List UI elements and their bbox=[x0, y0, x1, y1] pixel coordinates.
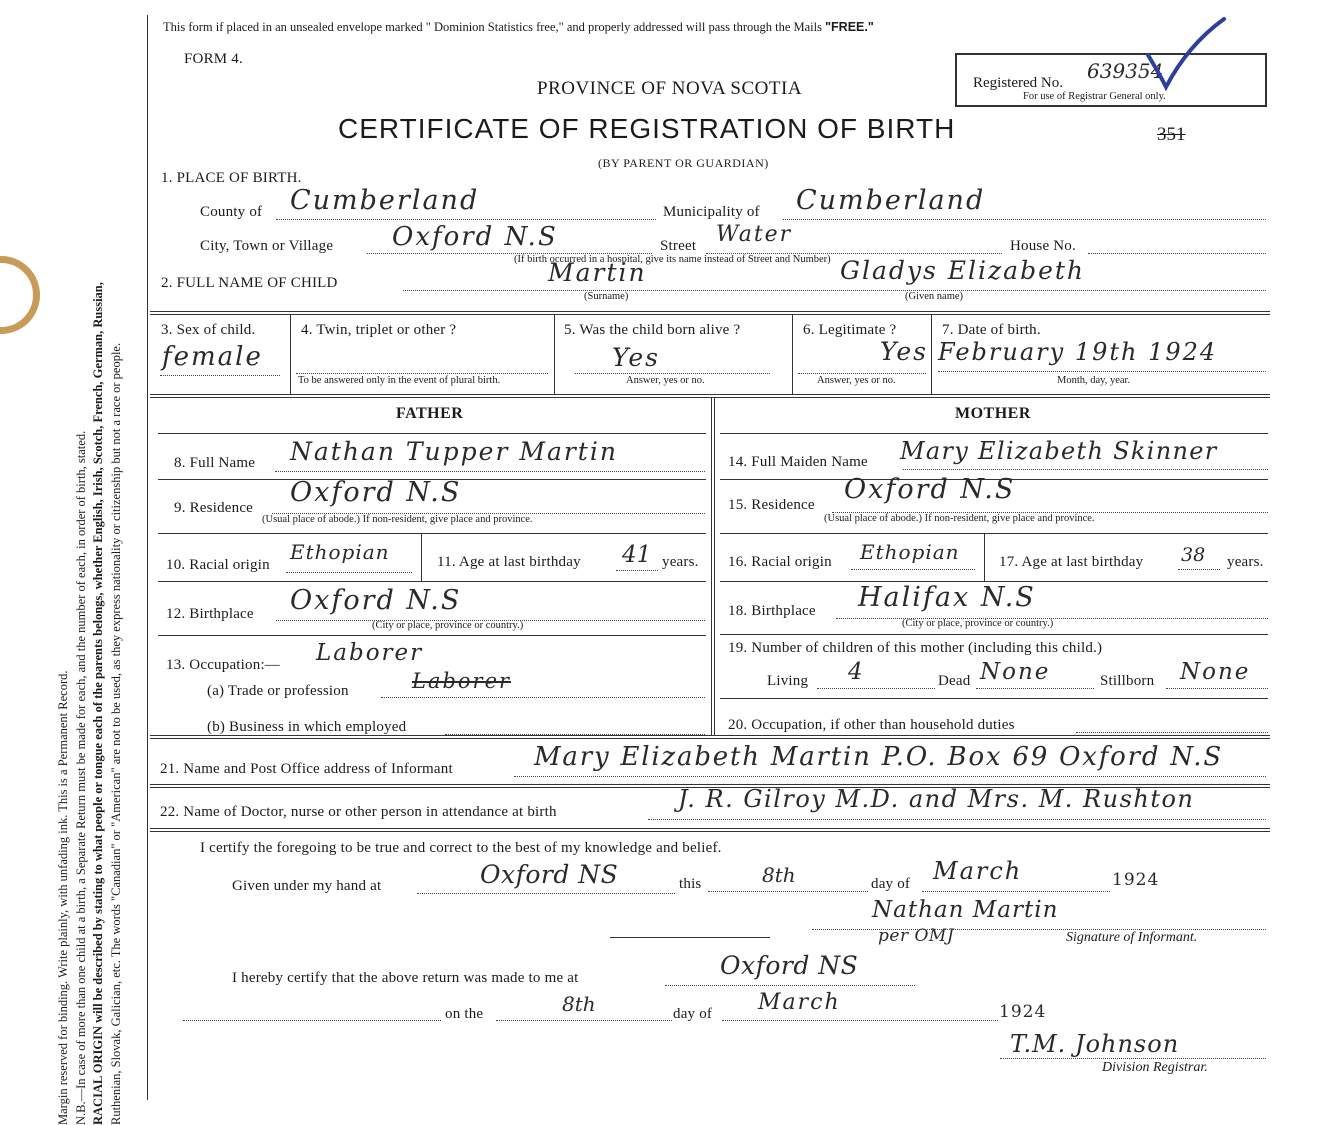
mother-birthplace-note: (City or place, province or country.) bbox=[902, 618, 1054, 629]
child-name-line bbox=[403, 290, 1266, 291]
sex-value: female bbox=[162, 342, 263, 372]
city-label: City, Town or Village bbox=[200, 238, 334, 254]
registered-value: 639354 bbox=[1087, 59, 1164, 83]
row-rule bbox=[158, 581, 706, 582]
mother-age-value: 38 bbox=[1181, 544, 1206, 566]
father-residence-note: (Usual place of abode.) If non-resident, give place and province. bbox=[262, 514, 533, 525]
mother-birthplace-label: 18. Birthplace bbox=[728, 603, 816, 619]
mail-notice bbox=[163, 20, 874, 35]
father-name-value: Nathan Tupper Martin bbox=[290, 437, 618, 466]
informant-signature: Nathan Martin bbox=[872, 897, 1059, 923]
trade-struck-value: Laborer bbox=[412, 669, 512, 693]
doctor-value: J. R. Gilroy M.D. and Mrs. M. Rushton bbox=[678, 785, 1195, 813]
day-of-label: day of bbox=[871, 876, 911, 892]
certify-statement: I certify the foregoing to be true and correct to the best of my knowledge and belief. bbox=[200, 840, 722, 856]
section-rule bbox=[150, 394, 1270, 395]
date-of-birth-note: Month, day, year. bbox=[1057, 375, 1131, 386]
row-rule bbox=[158, 433, 706, 434]
margin-instructions bbox=[55, 65, 165, 1125]
given-caption: (Given name) bbox=[905, 291, 964, 302]
father-age-line bbox=[616, 570, 658, 571]
father-heading: FATHER bbox=[396, 405, 464, 422]
registrar-statement: I hereby certify that the above return was made to me at bbox=[232, 970, 579, 986]
registrar-day-line bbox=[496, 1020, 672, 1021]
twin-note: To be answered only in the event of plural birth. bbox=[298, 375, 501, 386]
father-race-value: Ethopian bbox=[290, 540, 390, 564]
this-label: this bbox=[679, 876, 702, 892]
street-label: Street bbox=[660, 238, 697, 254]
father-race-line bbox=[286, 572, 412, 573]
form-number: FORM 4. bbox=[184, 51, 243, 67]
informant-label: 21. Name and Post Office address of Informant bbox=[160, 761, 453, 777]
parents-divider bbox=[711, 397, 712, 735]
mother-age-line bbox=[1178, 569, 1220, 570]
child-name-label: 2. FULL NAME OF CHILD bbox=[161, 275, 338, 291]
father-age-label: 11. Age at last birthday bbox=[437, 554, 581, 570]
row-rule bbox=[720, 533, 1268, 534]
mother-race-label: 16. Racial origin bbox=[728, 554, 832, 570]
month-line bbox=[922, 891, 1110, 892]
father-birthplace-note: (City or place, province or country.) bbox=[372, 620, 524, 631]
house-number-label: House No. bbox=[1010, 238, 1076, 254]
born-alive-note: Answer, yes or no. bbox=[626, 375, 705, 386]
mother-residence-label: 15. Residence bbox=[728, 497, 815, 513]
signature-caption: Signature of Informant. bbox=[1066, 930, 1198, 945]
given-place-value: Oxford NS bbox=[480, 860, 619, 889]
father-name-line bbox=[275, 471, 705, 472]
registrar-month-value: March bbox=[758, 990, 841, 1015]
street-value: Water bbox=[716, 222, 793, 247]
row3-divider bbox=[554, 314, 555, 394]
municipality-line bbox=[783, 219, 1266, 220]
stillborn-value: None bbox=[1180, 659, 1251, 685]
father-name-label: 8. Full Name bbox=[174, 455, 256, 471]
father-residence-value: Oxford N.S bbox=[290, 477, 462, 508]
row-rule bbox=[720, 433, 1268, 434]
mother-race-line bbox=[851, 569, 975, 570]
municipality-value: Cumberland bbox=[796, 185, 986, 216]
trade-label: (a) Trade or profession bbox=[207, 683, 349, 699]
mother-name-label: 14. Full Maiden Name bbox=[728, 454, 868, 470]
living-value: 4 bbox=[848, 659, 865, 685]
mother-race-value: Ethopian bbox=[860, 540, 960, 564]
doctor-label: 22. Name of Doctor, nurse or other person in attendance at birth bbox=[160, 804, 557, 820]
registrar-place-line bbox=[665, 985, 915, 986]
hospital-note: (If birth occurred in a hospital, give its name instead of Street and Number) bbox=[514, 254, 831, 265]
registrar-signature: T.M. Johnson bbox=[1010, 1030, 1180, 1058]
date-of-birth-line bbox=[938, 371, 1266, 372]
informant-signature-per: per OMJ bbox=[878, 926, 955, 946]
row-rule bbox=[720, 698, 1268, 699]
mother-occupation-label: 20. Occupation, if other than household duties bbox=[728, 717, 1015, 733]
county-value: Cumberland bbox=[290, 185, 480, 216]
registrar-blank-line bbox=[183, 1020, 441, 1021]
surname-caption: (Surname) bbox=[584, 291, 629, 302]
punch-hole bbox=[0, 256, 40, 334]
mother-residence-note: (Usual place of abode.) If non-resident, give place and province. bbox=[824, 513, 1095, 524]
registrar-place-value: Oxford NS bbox=[720, 951, 859, 980]
born-alive-value: Yes bbox=[612, 343, 660, 372]
mother-residence-value: Oxford N.S bbox=[844, 474, 1016, 505]
registrar-day-value: 8th bbox=[562, 992, 596, 1016]
children-count-label: 19. Number of children of this mother (including this child.) bbox=[728, 640, 1103, 656]
stillborn-line bbox=[1166, 688, 1268, 689]
row3-divider bbox=[290, 314, 291, 394]
trade-line bbox=[381, 697, 705, 698]
mother-name-line bbox=[903, 469, 1268, 470]
row3-divider bbox=[792, 314, 793, 394]
section-rule bbox=[150, 831, 1270, 832]
dead-line bbox=[976, 688, 1094, 689]
living-label: Living bbox=[767, 673, 809, 689]
registrar-day-of-label: day of bbox=[673, 1006, 713, 1022]
margin-line-1: Margin reserved for binding. Write plainly, with unfading ink. This is a Permanent Record. bbox=[56, 670, 70, 1125]
dead-value: None bbox=[980, 659, 1051, 685]
section-rule bbox=[150, 828, 1270, 829]
checkmark-icon bbox=[1140, 15, 1230, 95]
parents-divider bbox=[714, 397, 715, 735]
sex-line bbox=[160, 375, 280, 376]
row-rule bbox=[158, 635, 706, 636]
twin-label: 4. Twin, triplet or other ? bbox=[301, 322, 457, 338]
sex-label: 3. Sex of child. bbox=[161, 322, 256, 338]
row3-divider bbox=[931, 314, 932, 394]
legitimate-note: Answer, yes or no. bbox=[817, 375, 896, 386]
section-rule bbox=[150, 397, 1270, 398]
mother-occupation-line bbox=[1076, 732, 1268, 733]
registered-label: Registered No. bbox=[973, 75, 1063, 91]
margin-line-4: Ruthenian, Slovak, Galician, etc. The words "Canadian" or "American" are not to be used, as they express nationality or citizenship but not a race or people. bbox=[108, 342, 123, 1125]
mother-birthplace-value: Halifax N.S bbox=[858, 582, 1036, 613]
registrar-signature-line bbox=[1000, 1058, 1266, 1059]
date-of-birth-label: 7. Date of birth. bbox=[942, 322, 1041, 338]
age-divider bbox=[421, 533, 422, 581]
mother-name-value: Mary Elizabeth Skinner bbox=[900, 437, 1218, 465]
mail-free: "FREE." bbox=[825, 20, 874, 34]
this-day-value: 8th bbox=[762, 863, 796, 887]
this-day-line bbox=[708, 891, 868, 892]
separator-rule bbox=[610, 937, 770, 938]
twin-line bbox=[296, 373, 548, 374]
child-given-value: Gladys Elizabeth bbox=[840, 256, 1086, 285]
mother-heading: MOTHER bbox=[955, 405, 1031, 422]
father-age-unit: years. bbox=[662, 554, 699, 570]
given-place-line bbox=[417, 893, 675, 894]
age-divider bbox=[984, 533, 985, 581]
province-heading: PROVINCE OF NOVA SCOTIA bbox=[537, 78, 803, 99]
margin-line-2: N.B.—In case of more than one child at a birth, a Separate Return must be made for each, and the number of each, in order of birth, stated. bbox=[73, 430, 88, 1125]
legitimate-value: Yes bbox=[880, 337, 928, 366]
city-value: Oxford N.S bbox=[392, 222, 558, 252]
house-number-line bbox=[1088, 253, 1266, 254]
registrar-note: For use of Registrar General only. bbox=[1023, 91, 1166, 102]
mail-notice-text: This form if placed in an unsealed envelope marked " Dominion Statistics free," and properly addressed will pass through the Mails bbox=[163, 20, 822, 34]
father-birthplace-value: Oxford N.S bbox=[290, 585, 462, 616]
father-race-label: 10. Racial origin bbox=[166, 557, 270, 573]
doctor-line bbox=[648, 819, 1266, 820]
section-rule bbox=[150, 314, 1270, 315]
informant-line bbox=[514, 776, 1266, 777]
year-value: 1924 bbox=[1112, 870, 1160, 890]
registrar-year-value: 1924 bbox=[999, 1002, 1047, 1022]
given-under-label: Given under my hand at bbox=[232, 878, 382, 894]
county-line bbox=[276, 219, 656, 220]
stillborn-label: Stillborn bbox=[1100, 673, 1155, 689]
father-age-value: 41 bbox=[622, 542, 652, 568]
struck-stamp-number: 351 bbox=[1157, 124, 1186, 145]
legitimate-line bbox=[798, 373, 926, 374]
row-rule bbox=[720, 634, 1268, 635]
informant-value: Mary Elizabeth Martin P.O. Box 69 Oxford N.S bbox=[534, 742, 1223, 772]
father-occupation-label: 13. Occupation:— bbox=[166, 657, 281, 673]
dead-label: Dead bbox=[938, 673, 971, 689]
date-of-birth-value: February 19th 1924 bbox=[938, 338, 1218, 366]
business-label: (b) Business in which employed bbox=[207, 719, 407, 735]
father-occupation-value: Laborer bbox=[316, 640, 424, 666]
registrar-month-line bbox=[722, 1020, 998, 1021]
living-line bbox=[817, 688, 935, 689]
margin-line-3: RACIAL ORIGIN will be described by stating to what people or tongue each of the parents belongs, whether English, Irish, Scotch, French, German, Russian, bbox=[91, 282, 105, 1125]
father-birthplace-label: 12. Birthplace bbox=[166, 606, 254, 622]
row-rule bbox=[158, 533, 706, 534]
born-alive-line bbox=[575, 373, 770, 374]
mother-age-label: 17. Age at last birthday bbox=[999, 554, 1144, 570]
signature-line bbox=[812, 929, 1266, 930]
section-rule bbox=[150, 735, 1270, 736]
month-value: March bbox=[933, 857, 1023, 885]
registrar-caption: Division Registrar. bbox=[1102, 1060, 1208, 1075]
father-residence-label: 9. Residence bbox=[174, 500, 254, 516]
section-rule bbox=[150, 311, 1270, 312]
child-surname-value: Martin bbox=[548, 258, 647, 287]
legitimate-label: 6. Legitimate ? bbox=[803, 322, 897, 338]
certificate-title: CERTIFICATE OF REGISTRATION OF BIRTH bbox=[338, 113, 956, 144]
section-rule bbox=[150, 738, 1270, 739]
born-alive-label: 5. Was the child born alive ? bbox=[564, 322, 741, 338]
place-of-birth-heading: 1. PLACE OF BIRTH. bbox=[161, 170, 302, 186]
certificate-subtitle: (BY PARENT OR GUARDIAN) bbox=[598, 156, 769, 170]
on-the-label: on the bbox=[445, 1006, 484, 1022]
mother-age-unit: years. bbox=[1227, 554, 1264, 570]
county-label: County of bbox=[200, 204, 263, 220]
municipality-label: Municipality of bbox=[663, 204, 760, 220]
